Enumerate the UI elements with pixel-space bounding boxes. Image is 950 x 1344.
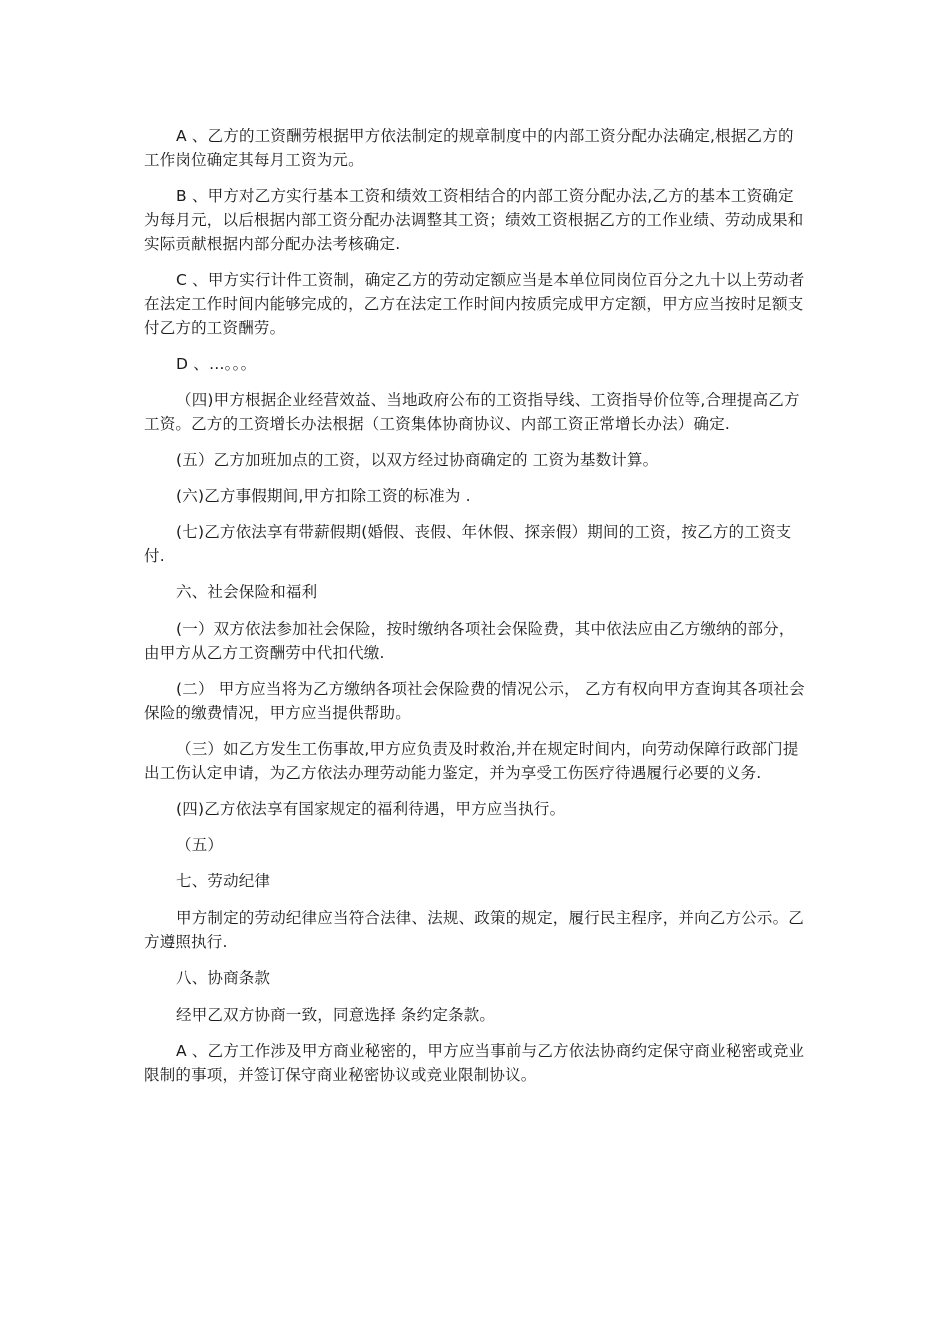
clause-6-3-work-injury: （三）如乙方发生工伤事故,甲方应负责及时救治,并在规定时间内，向劳动保障行政部门提出工伤认定申请，为乙方依法办理劳动能力鉴定，并为享受工伤医疗待遇履行必要的义务. xyxy=(144,740,799,782)
section-7-heading: 七、劳动纪律 xyxy=(176,872,271,890)
clause-6-4-welfare: (四)乙方依法享有国家规定的福利待遇，甲方应当执行。 xyxy=(176,800,566,818)
clause-d-other: D 、…。。。 xyxy=(176,355,257,373)
clause-6-5-empty: （五） xyxy=(176,836,224,854)
clause-6-1-social-insurance: (一）双方依法参加社会保险，按时缴纳各项社会保险费，其中依法应由乙方缴纳的部分，由甲方从乙方工资酬劳中代扣代缴. xyxy=(144,620,795,662)
clause-b-base-and-performance-wage: B 、甲方对乙方实行基本工资和绩效工资相结合的内部工资分配办法,乙方的基本工资确定为每月元，以后根据内部工资分配办法调整其工资；绩效工资根据乙方的工作业绩、劳动成果和实际贡献根据内部分配办法考核确定. xyxy=(144,187,804,253)
clause-7-labor-discipline: 甲方制定的劳动纪律应当符合法律、法规、政策的规定，履行民主程序，并向乙方公示。乙方遵照执行. xyxy=(144,909,805,951)
clause-6-2-insurance-disclosure: (二） 甲方应当将为乙方缴纳各项社会保险费的情况公示， 乙方有权向甲方查询其各项社会保险的缴费情况，甲方应当提供帮助。 xyxy=(144,680,805,722)
clause-8-a-trade-secret: A 、乙方工作涉及甲方商业秘密的，甲方应当事前与乙方依法协商约定保守商业秘密或竞业限制的事项，并签订保守商业秘密协议或竞业限制协议。 xyxy=(144,1042,805,1084)
clause-7-paid-leave-wage: (七)乙方依法享有带薪假期(婚假、丧假、年休假、探亲假）期间的工资，按乙方的工资支付. xyxy=(144,523,792,565)
clause-8-agreement: 经甲乙双方协商一致，同意选择 条约定条款。 xyxy=(176,1006,496,1024)
clause-6-personal-leave-deduction: (六)乙方事假期间,甲方扣除工资的标准为 . xyxy=(176,487,471,505)
clause-4-wage-increase: （四)甲方根据企业经营效益、当地政府公布的工资指导线、工资指导价位等,合理提高乙方工资。乙方的工资增长办法根据（工资集体协商协议、内部工资正常增长办法）确定. xyxy=(144,391,800,433)
section-8-heading: 八、协商条款 xyxy=(176,969,271,987)
section-6-heading: 六、社会保险和福利 xyxy=(176,583,318,601)
clause-c-piece-rate-wage: C 、甲方实行计件工资制，确定乙方的劳动定额应当是本单位同岗位百分之九十以上劳动者在法定工作时间内能够完成的，乙方在法定工作时间内按质完成甲方定额，甲方应当按时足额支付乙方的工资酬劳。 xyxy=(144,271,805,337)
clause-5-overtime-wage: (五）乙方加班加点的工资，以双方经过协商确定的 工资为基数计算。 xyxy=(176,451,659,469)
document-body xyxy=(144,124,806,1099)
clause-a-wage-by-position: A 、乙方的工资酬劳根据甲方依法制定的规章制度中的内部工资分配办法确定,根据乙方的工作岗位确定其每月工资为元。 xyxy=(144,127,794,169)
